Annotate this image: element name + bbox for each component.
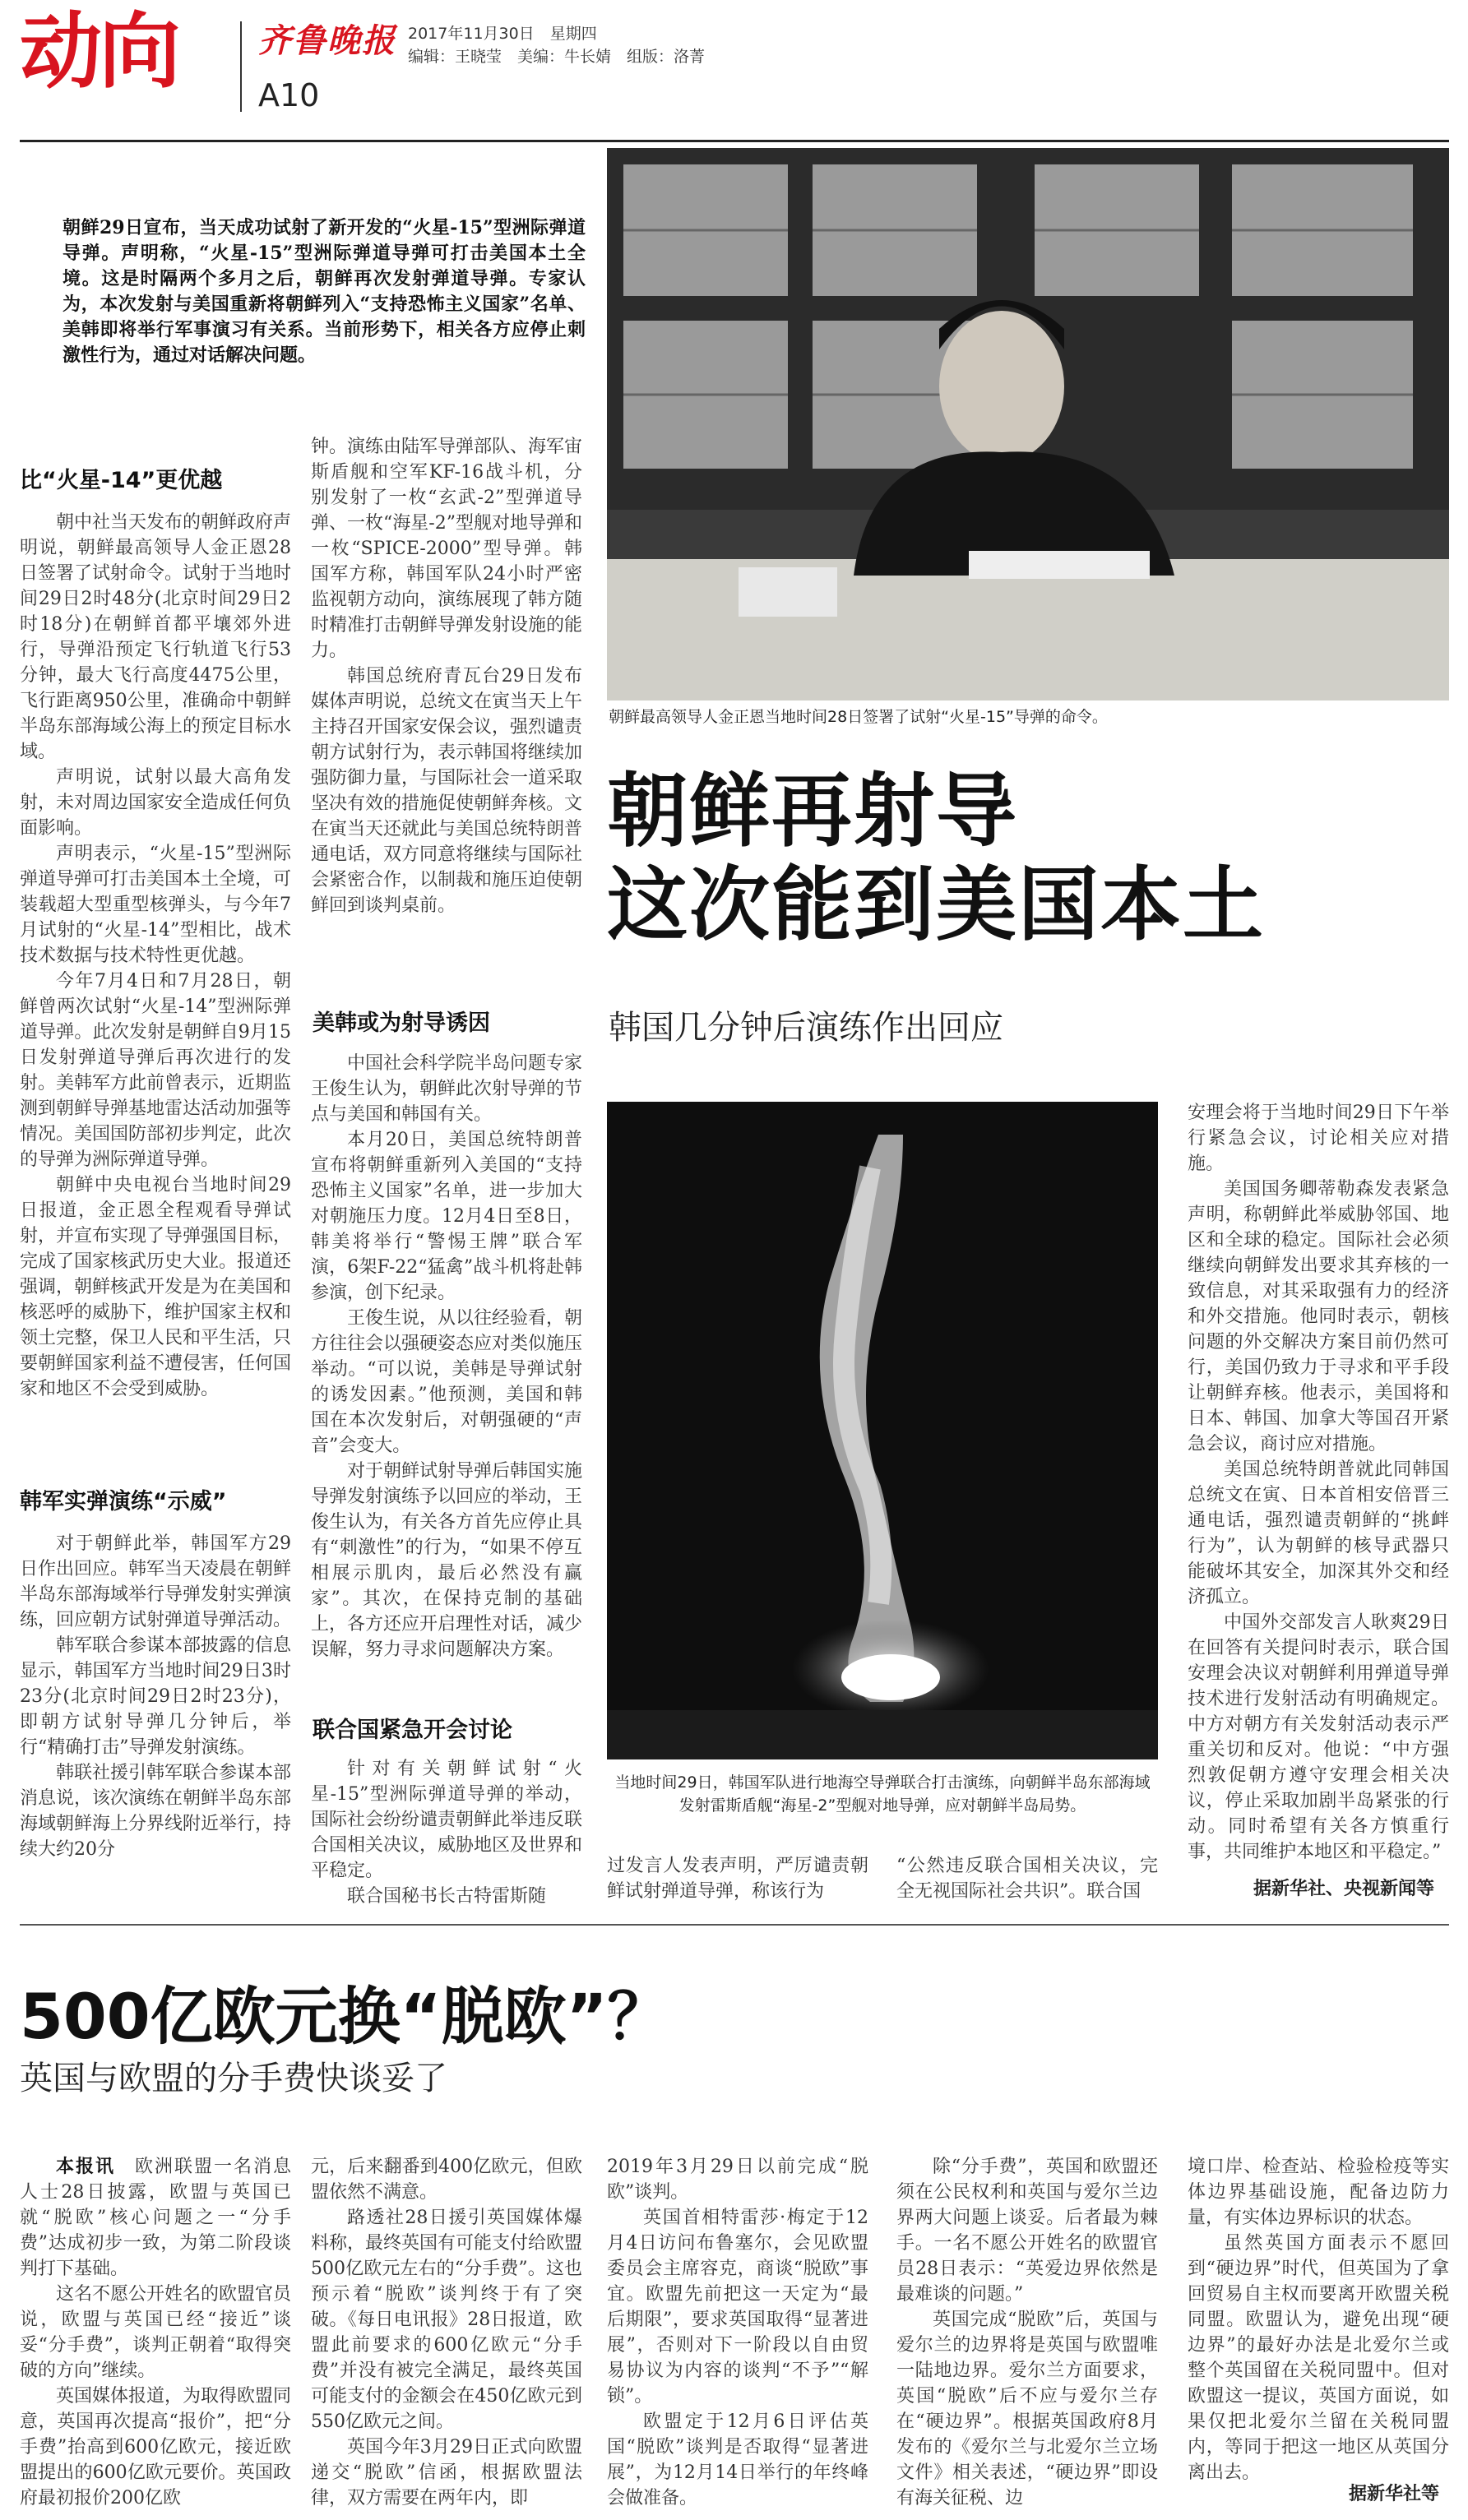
staff-line: 编辑：王晓莹 美编：牛长婧 组版：洛菁 [408, 48, 706, 66]
paragraph: 安理会将于当地时间29日下午举行紧急会议，讨论相关应对措施。 [1188, 1103, 1449, 1174]
story1-column-1 [20, 510, 291, 1402]
byline: 本报讯 [56, 2156, 115, 2177]
paragraph: 元，后来翻番到400亿欧元，但欧盟依然不满意。 [311, 2157, 582, 2203]
paragraph: 美国国务卿蒂勒森发表紧急声明，称朝鲜此举威胁邻国、地区和全球的稳定。国际社会必须继续向朝鲜发出要求其弃核的一致信息，对其采取强有力的经济和外交措施。他同时表示，朝核问题的外交解决方案目前仍然可行，美国仍致力于寻求和平手段让朝鲜弃核。他表示，美国将和日本、韩国、加拿大等国召开紧急会议，商讨应对措施。 [1188, 1179, 1449, 1454]
photo1-caption: 朝鲜最高领导人金正恩当地时间28日签署了试射“火星-15”导弹的命令。 [609, 708, 1108, 726]
story1-headline-line1: 朝鲜再射导 [607, 765, 1019, 858]
paragraph: 欧盟定于12月6日评估英国“脱欧”谈判是否取得“显著进展”，为12月14日举行的年终峰会做准备。 [607, 2411, 868, 2508]
paragraph: 美国总统特朗普就此同韩国总统文在寅、日本首相安倍晋三通电话，强烈谴责朝鲜的“挑衅行为”，认为朝鲜的核导武器只能破坏其安全，加深其外交和经济孤立。 [1188, 1459, 1449, 1607]
story1-column-3b [896, 1853, 1158, 1904]
paragraph: 韩军联合参谋本部披露的信息显示，韩国军方当地时间29日3时23分(北京时间29日2时23分)，即朝方试射导弹几分钟后，举行“精确打击”导弹发射演练。 [20, 1635, 292, 1758]
photo-kim-signing [607, 148, 1449, 701]
paragraph-text: 欧洲联盟一名消息人士28日披露，欧盟与英国已就“脱欧”核心问题之一“分手费”达成初步一致，为第二阶段谈判打下基础。 [20, 2157, 291, 2279]
paragraph: 英国今年3月29日正式向欧盟递交“脱欧”信函，根据欧盟法律，双方需要在两年内，即 [311, 2437, 582, 2508]
paragraph: 英国媒体报道，为取得欧盟同意，英国再次提高“报价”，把“分手费”抬高到600亿欧元，接近欧盟提出的600亿欧元要价。英国政府最初报价200亿欧 [20, 2386, 292, 2508]
paragraph: 境口岸、检查站、检验检疫等实体边界基础设施，配备边防力量，有实体边界标识的状态。 [1188, 2157, 1449, 2228]
paragraph: 英国首相特雷莎·梅定于12月4日访问布鲁塞尔，会见欧盟委员会主席容克，商谈“脱欧”事宜。欧盟先前把这一天定为“最后期限”，要求英国取得“显著进展”，否则对下一阶段以自由贸易协议为内容的谈判“不予”“解锁”。 [607, 2208, 868, 2407]
story1-column-1b [20, 1531, 291, 1862]
story1-source: 据新华社、央视新闻等 [1253, 1879, 1435, 1899]
photo-missile-launch [607, 1102, 1158, 1759]
photo-missile-image [607, 1102, 1158, 1759]
paragraph: 虽然英国方面表示不愿回到“硬边界”时代，但英国为了拿回贸易自主权而要离开欧盟关税同盟。欧盟认为，避免出现“硬边界”的最好办法是北爱尔兰或整个英国留在关税同盟中。但对欧盟这一提议，英国方面说，如果仅把北爱尔兰留在关税同盟内，等同于把这一地区从英国分离出去。 [1188, 2233, 1449, 2483]
header-rule [20, 140, 1449, 142]
story1-lead: 朝鲜29日宣布，当天成功试射了新开发的“火星-15”型洲际弹道导弹。声明称，“火星-15”型洲际弹道导弹可打击美国本土全境。这是时隔两个多月之后，朝鲜再次发射弹道导弹。专家认为，本次发射与美国重新将朝鲜列入“支持恐怖主义国家”名单、美韩即将举行军事演习有关系。当前形势下，相关各方应停止刺激性行为，通过对话解决问题。 [63, 217, 586, 366]
paragraph: 声明说，试射以最大高角发射，未对周边国家安全造成任何负面影响。 [20, 767, 292, 839]
story-divider [20, 1924, 1449, 1926]
paragraph: 本月20日，美国总统特朗普宣布将朝鲜重新列入美国的“支持恐怖主义国家”名单，进一步加大对朝施压力度。12月4日至8日，韩美将举行“警惕王牌”联合军演，6架F-22“猛禽”战斗机将赴韩参演，创下纪录。 [311, 1130, 582, 1303]
story1-column-3 [607, 1853, 868, 1904]
paragraph: 2019年3月29日以前完成“脱欧”谈判。 [607, 2157, 868, 2203]
paragraph: 声明表示，“火星-15”型洲际弹道导弹可打击美国本土全境，可装载超大型重型核弹头，与今年7月试射的“火星-14”型相比，战术技术数据与技术特性更优越。 [20, 844, 292, 966]
photo2-caption: 当地时间29日，韩国军队进行地海空导弹联合打击演练，向朝鲜半岛东部海域发射雷斯盾舰“海星-2”型舰对地导弹，应对朝鲜半岛局势。 [614, 1773, 1151, 1815]
story2-column-4 [896, 2154, 1158, 2511]
paragraph: “公然违反联合国相关决议，完全无视国际社会共识”。联合国 [896, 1856, 1158, 1902]
sub-heading-4: 联合国紧急开会讨论 [313, 1718, 512, 1743]
section-title: 动向 [20, 3, 178, 99]
story1-column-2b [311, 1051, 582, 1662]
story2-column-2 [311, 2154, 582, 2511]
paragraph: 除“分手费”，英国和欧盟还须在公民权利和英国与爱尔兰边界两大问题上谈妥。后者最为棘手。一名不愿公开姓名的欧盟官员28日表示：“英爱边界依然是最难谈的问题。” [896, 2157, 1158, 2305]
header-separator [240, 21, 242, 112]
paragraph: 韩联社援引韩军联合参谋本部消息说，该次演练在朝鲜半岛东部海域朝鲜海上分界线附近举行，持续大约20分 [20, 1763, 292, 1860]
paragraph: 朝鲜中央电视台当地时间29日报道，金正恩全程观看导弹试射，并宣布实现了导弹强国目标，完成了国家核武历史大业。报道还强调，朝鲜核武开发是为在美国和核恶呼的威胁下，维护国家主权和领土完整，保卫人民和平生活，只要朝鲜国家利益不遭侵害，任何国家和地区不会受到威胁。 [20, 1175, 292, 1399]
story1-headline-line2: 这次能到美国本土 [607, 858, 1266, 952]
story1-column-2 [311, 434, 582, 918]
story2-subhead: 英国与欧盟的分手费快谈妥了 [20, 2060, 447, 2097]
newspaper-logo: 齐鲁晚报 [258, 21, 396, 60]
story2-column-1 [20, 2154, 291, 2511]
date-line: 2017年11月30日 星期四 [408, 25, 597, 43]
story1-column-4 [1188, 1100, 1449, 1865]
paragraph: 韩国总统府青瓦台29日发布媒体声明说，总统文在寅当天上午主持召开国家安保会议，强烈谴责朝方试射行为，表示韩国将继续加强防御力量，与国际社会一道采取坚决有效的措施促使朝鲜奔核。文在寅当天还就此与美国总统特朗普通电话，双方同意将继续与国际社会紧密合作，以制裁和施压迫使朝鲜回到谈判桌前。 [311, 666, 583, 916]
paragraph: 过发言人发表声明，严厉谴责朝鲜试射弹道导弹，称该行为 [607, 1856, 868, 1902]
sub-heading-1: 比“火星-14”更优越 [20, 468, 223, 493]
story2-headline: 500亿欧元换“脱欧”？ [20, 1980, 670, 2053]
story2-column-5 [1188, 2154, 1449, 2485]
paragraph: 针对有关朝鲜试射“火星-15”型洲际弹道导弹的举动，国际社会纷纷谴责朝鲜此举违反联合国相关决议，威胁地区及世界和平稳定。 [311, 1759, 583, 1881]
paragraph [20, 2154, 291, 2282]
sub-heading-3: 美韩或为射导诱因 [313, 1010, 490, 1036]
sub-heading-2: 韩军实弹演练“示威” [20, 1489, 227, 1514]
paragraph: 中国社会科学院半岛问题专家王俊生认为，朝鲜此次射导弹的节点与美国和韩国有关。 [311, 1053, 583, 1125]
photo-kim-signing-image [607, 148, 1449, 701]
page-number: A10 [258, 77, 320, 113]
paragraph: 对于朝鲜试射导弹后韩国实施导弹发射演练予以回应的举动，王俊生认为，有关各方首先应停止具有“刺激性”的行为，“如果不停互相展示肌肉，最后必然没有赢家”。其次，在保持克制的基础上，各方还应开启理性对话，减少误解，努力寻求问题解决方案。 [311, 1461, 583, 1660]
paragraph: 路透社28日援引英国媒体爆料称，最终英国有可能支付给欧盟500亿欧元左右的“分手费”。这也预示着“脱欧”谈判终于有了突破。《每日电讯报》28日报道，欧盟此前要求的600亿欧元“分手费”并没有被完全满足，最终英国可能支付的金额会在450亿欧元到550亿欧元之间。 [311, 2208, 583, 2432]
story1-subhead: 韩国几分钟后演练作出回应 [609, 1009, 1003, 1047]
paragraph: 钟。演练由陆军导弹部队、海军宙斯盾舰和空军KF-16战斗机，分别发射了一枚“玄武-2”型弹道导弹、一枚“海星-2”型舰对地导弹和一枚“SPICE-2000”型导弹。韩国军方称，韩国军队24小时严密监视朝方动向，演练展现了韩方随时精准打击朝鲜导弹发射设施的能力。 [311, 437, 583, 661]
story1-column-2c [311, 1756, 582, 1909]
paragraph: 王俊生说，从以往经验看，朝方往往会以强硬姿态应对类似施压举动。“可以说，美韩是导弹试射的诱发因素。”他预测，美国和韩国在本次发射后，对朝强硬的“声音”会变大。 [311, 1308, 583, 1456]
paragraph: 今年7月4日和7月28日，朝鲜曾两次试射“火星-14”型洲际弹道导弹。此次发射是朝鲜自9月15日发射弹道导弹后再次进行的发射。美韩军方此前曾表示，近期监测到朝鲜导弹基地雷达活动加强等情况。美国国防部初步判定，此次的导弹为洲际弹道导弹。 [20, 971, 292, 1170]
paragraph: 中国外交部发言人耿爽29日在回答有关提问时表示，联合国安理会决议对朝鲜利用弹道导弹技术进行发射活动有明确规定。中方对朝方有关发射活动表示严重关切和反对。他说：“中方强烈敦促朝方遵守安理会相关决议，停止采取加剧半岛紧张的行动。同时希望有关各方慎重行事，共同维护本地区和平稳定。” [1188, 1612, 1449, 1862]
paragraph: 朝中社当天发布的朝鲜政府声明说，朝鲜最高领导人金正恩28日签署了试射命令。试射于当地时间29日2时48分(北京时间29日2时18分)在朝鲜首都平壤郊外进行，导弹沿预定飞行轨道飞行53分钟，最大飞行高度4475公里，飞行距离950公里，准确命中朝鲜半岛东部海域公海上的预定目标水域。 [20, 512, 292, 762]
paragraph: 对于朝鲜此举，韩国军方29日作出回应。韩军当天凌晨在朝鲜半岛东部海域举行导弹发射实弹演练，回应朝方试射弹道导弹活动。 [20, 1533, 292, 1630]
story2-column-3 [607, 2154, 868, 2511]
paragraph: 联合国秘书长古特雷斯随 [347, 1886, 547, 1907]
story2-source: 据新华社等 [1349, 2484, 1440, 2504]
paragraph: 英国完成“脱欧”后，英国与爱尔兰的边界将是英国与欧盟唯一陆地边界。爱尔兰方面要求，英国“脱欧”后不应与爱尔兰存在“硬边界”。根据英国政府8月发布的《爱尔兰与北爱尔兰立场文件》相关表述，“硬边界”即设有海关征税、边 [896, 2310, 1158, 2508]
paragraph: 这名不愿公开姓名的欧盟官员说，欧盟与英国已经“接近”谈妥“分手费”，谈判正朝着“取得突破的方向”继续。 [20, 2284, 292, 2381]
